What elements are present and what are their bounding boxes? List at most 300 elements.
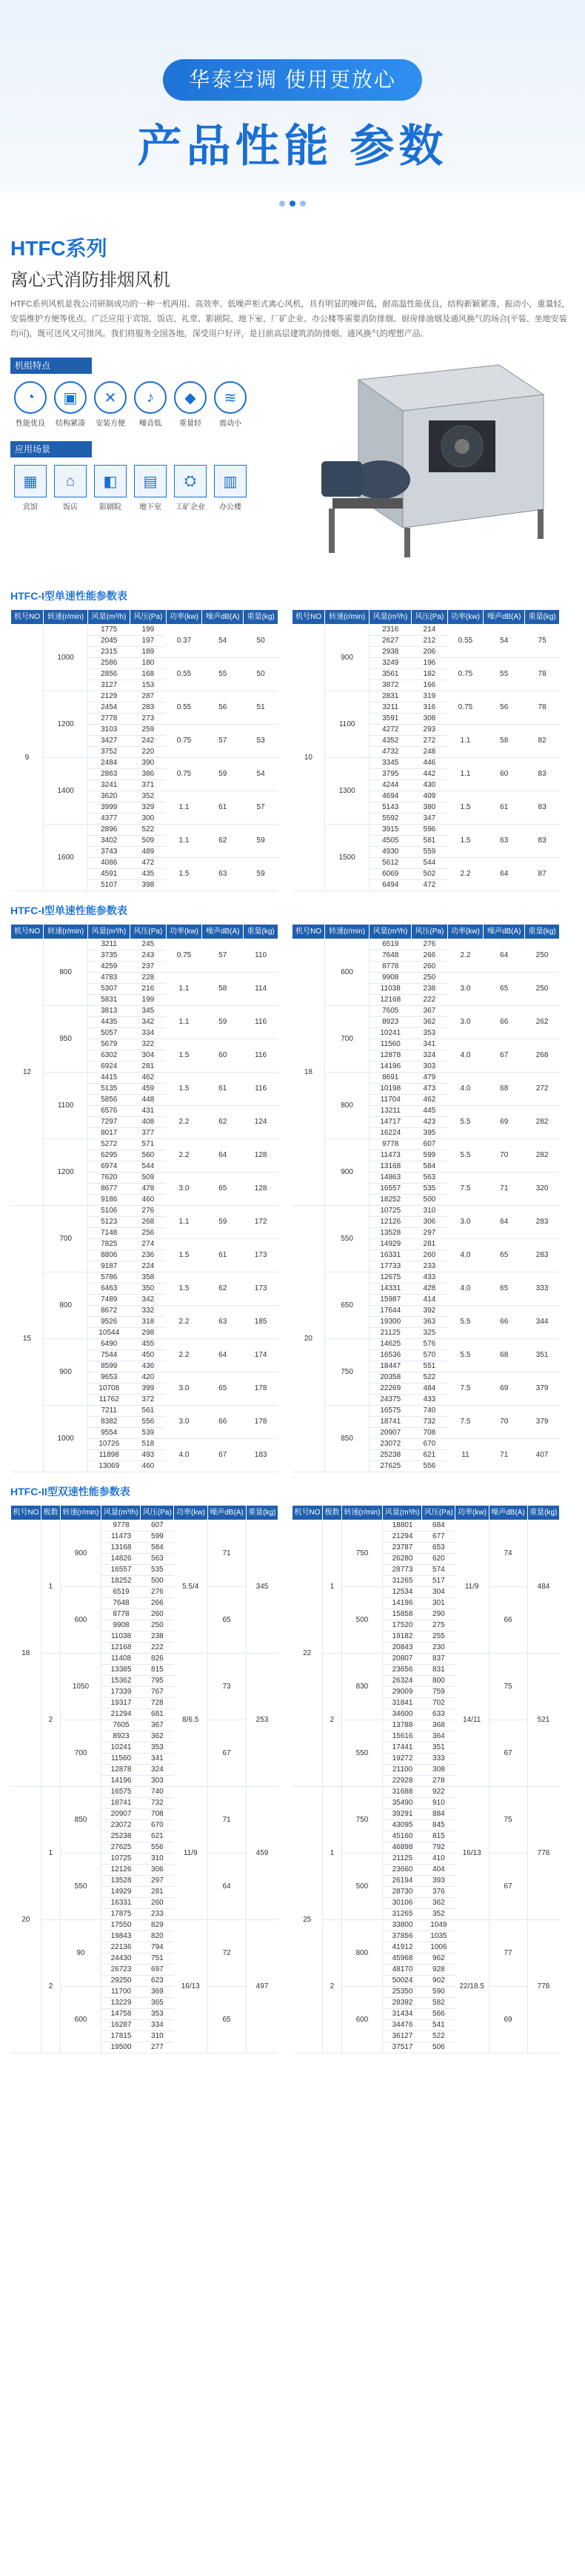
airflow-cell: 15362 xyxy=(101,1676,141,1687)
pressure-cell: 433 xyxy=(412,1272,448,1284)
airflow-cell: 17339 xyxy=(101,1687,141,1698)
airflow-cell: 12126 xyxy=(101,1865,141,1876)
pressure-cell: 563 xyxy=(412,1173,448,1184)
pressure-cell: 233 xyxy=(412,1261,448,1272)
airflow-cell: 13168 xyxy=(369,1161,411,1173)
machine-no: 10 xyxy=(292,625,325,891)
table-row xyxy=(292,1654,560,1665)
noise-cell: 65 xyxy=(207,1587,246,1654)
table-row xyxy=(292,1206,560,1217)
airflow-cell: 4435 xyxy=(87,1017,130,1028)
noise-cell: 62 xyxy=(202,825,244,858)
airflow-cell: 25238 xyxy=(101,1831,141,1842)
pressure-cell: 325 xyxy=(412,1328,448,1339)
airflow-cell: 19317 xyxy=(101,1698,141,1709)
airflow-cell: 16331 xyxy=(101,1898,141,1909)
power-cell: 1.1 xyxy=(166,973,202,1006)
speed-cell: 1600 xyxy=(44,825,88,891)
speed-cell: 550 xyxy=(341,1720,382,1787)
weight-cell: 173 xyxy=(244,1272,278,1306)
noise-cell: 69 xyxy=(484,1106,525,1139)
airflow-cell: 8017 xyxy=(87,1128,130,1139)
column-header: 转速(r/min) xyxy=(341,1506,382,1520)
weight-cell: 78 xyxy=(525,658,560,691)
airflow-cell: 13788 xyxy=(383,1720,422,1731)
gauge-icon: ◔ xyxy=(14,381,47,414)
power-cell: 0.75 xyxy=(166,758,202,791)
airflow-cell: 10544 xyxy=(87,1328,130,1339)
weight-cell: 778 xyxy=(527,1920,560,2053)
pressure-cell: 732 xyxy=(412,1417,448,1428)
airflow-cell: 16331 xyxy=(369,1250,411,1261)
pressure-cell: 607 xyxy=(141,1520,174,1532)
pressure-cell: 168 xyxy=(130,669,167,680)
pressure-cell: 697 xyxy=(141,1965,174,1976)
noise-cell: 62 xyxy=(202,1106,244,1139)
airflow-cell: 16575 xyxy=(101,1787,141,1798)
airflow-cell: 7297 xyxy=(87,1117,130,1128)
noise-cell: 66 xyxy=(484,1006,525,1039)
airflow-cell: 14717 xyxy=(369,1117,411,1128)
noise-cell: 66 xyxy=(489,1587,527,1654)
airflow-cell: 6924 xyxy=(87,1061,130,1073)
pressure-cell: 324 xyxy=(412,1050,448,1061)
weight-cell: 51 xyxy=(244,691,278,725)
airflow-cell: 37856 xyxy=(383,1931,422,1942)
column-header: 功率(kw) xyxy=(447,925,484,939)
pressure-cell: 220 xyxy=(130,747,167,758)
airflow-cell: 3211 xyxy=(369,702,411,714)
airflow-cell: 9778 xyxy=(369,1139,411,1150)
pressure-cell: 800 xyxy=(422,1676,455,1687)
feature-label: 结构紧凑 xyxy=(56,420,85,428)
airflow-cell: 3813 xyxy=(87,1006,130,1017)
noise-cell: 56 xyxy=(202,691,244,725)
airflow-cell: 26723 xyxy=(101,1965,141,1976)
performance-table xyxy=(10,609,278,891)
noise-cell: 67 xyxy=(489,1720,527,1787)
noise-cell: 54 xyxy=(484,625,525,658)
pressure-cell: 319 xyxy=(412,691,448,702)
airflow-cell: 3211 xyxy=(87,939,130,950)
airflow-cell: 46898 xyxy=(383,1842,422,1854)
table-header-row xyxy=(11,610,278,625)
pressure-cell: 884 xyxy=(422,1809,455,1820)
speed-cell: 1300 xyxy=(325,758,370,825)
pressure-cell: 266 xyxy=(412,950,448,962)
noise-cell: 60 xyxy=(484,758,525,791)
speed-cell: 900 xyxy=(60,1520,101,1587)
pressure-cell: 293 xyxy=(412,725,448,736)
pressure-cell: 1049 xyxy=(422,1920,455,1931)
column-header: 风压(Pa) xyxy=(130,610,167,625)
column-header: 重量(kg) xyxy=(525,610,560,625)
airflow-cell: 11898 xyxy=(87,1450,130,1461)
column-header: 噪声dB(A) xyxy=(202,925,244,939)
table-row xyxy=(11,1006,278,1017)
machine-no: 22 xyxy=(292,1520,323,1787)
pressure-cell: 728 xyxy=(141,1698,174,1709)
pressure-cell: 544 xyxy=(412,858,448,869)
airflow-cell: 2863 xyxy=(87,769,130,780)
column-header: 机号NO xyxy=(11,1506,41,1520)
table-header-row xyxy=(292,925,560,939)
airflow-cell: 11473 xyxy=(101,1532,141,1543)
airflow-cell: 28392 xyxy=(383,1998,422,2009)
noise-cell: 64 xyxy=(484,939,525,973)
airflow-cell: 12168 xyxy=(369,995,411,1006)
pressure-cell: 576 xyxy=(412,1339,448,1350)
column-header: 功率(kw) xyxy=(174,1506,207,1520)
pressure-cell: 433 xyxy=(412,1395,448,1406)
pressure-cell: 236 xyxy=(130,1250,167,1261)
power-cell: 11/9 xyxy=(455,1520,489,1654)
power-cell: 8/6.5 xyxy=(174,1654,207,1787)
speed-cell: 830 xyxy=(341,1654,382,1720)
speed-cell: 900 xyxy=(325,1139,370,1206)
speed-cell: 650 xyxy=(325,1272,370,1339)
pressure-cell: 815 xyxy=(422,1831,455,1842)
pressure-cell: 414 xyxy=(412,1295,448,1306)
noise-cell: 75 xyxy=(489,1654,527,1720)
pressure-cell: 708 xyxy=(412,1428,448,1439)
pressure-cell: 386 xyxy=(130,769,167,780)
airflow-cell: 7489 xyxy=(87,1295,130,1306)
airflow-cell: 3249 xyxy=(369,658,411,669)
pressure-cell: 352 xyxy=(422,1909,455,1920)
noise-cell: 70 xyxy=(484,1406,525,1439)
airflow-cell: 12534 xyxy=(383,1587,422,1598)
speed-cell: 800 xyxy=(341,1920,382,1987)
airflow-cell: 10198 xyxy=(369,1084,411,1095)
airflow-cell: 16575 xyxy=(369,1406,411,1417)
pressure-cell: 376 xyxy=(422,1887,455,1898)
noise-cell: 64 xyxy=(202,1339,244,1372)
airflow-cell: 7648 xyxy=(101,1598,141,1609)
pressure-cell: 256 xyxy=(130,1228,167,1239)
weight-cell: 344 xyxy=(525,1306,560,1339)
airflow-cell: 9778 xyxy=(101,1520,141,1532)
airflow-cell: 14331 xyxy=(369,1284,411,1295)
pressure-cell: 372 xyxy=(130,1395,167,1406)
pressure-cell: 751 xyxy=(141,1953,174,1965)
airflow-cell: 18741 xyxy=(369,1417,411,1428)
feature-label: 噪音低 xyxy=(139,420,161,428)
airflow-cell: 9187 xyxy=(87,1261,130,1272)
table1-title: HTFC-I型单速性能参数表 xyxy=(10,590,127,602)
airflow-cell: 16224 xyxy=(369,1128,411,1139)
pressure-cell: 551 xyxy=(412,1361,448,1372)
pressure-cell: 448 xyxy=(130,1095,167,1106)
carousel-dots xyxy=(0,197,585,210)
noise-cell: 77 xyxy=(489,1920,527,1987)
airflow-cell: 29009 xyxy=(383,1687,422,1698)
pressure-cell: 250 xyxy=(412,973,448,984)
noise-cell: 73 xyxy=(207,1654,246,1720)
airflow-cell: 14758 xyxy=(101,2009,141,2020)
pressure-cell: 371 xyxy=(130,780,167,791)
noise-cell: 75 xyxy=(489,1787,527,1854)
column-header: 功率(kw) xyxy=(166,610,202,625)
table-row xyxy=(11,758,278,769)
noise-cell: 61 xyxy=(484,791,525,825)
airflow-cell: 7605 xyxy=(369,1006,411,1017)
airflow-cell: 10241 xyxy=(369,1028,411,1039)
weight-cell: 253 xyxy=(246,1654,278,1787)
airflow-cell: 43095 xyxy=(383,1820,422,1831)
airflow-cell: 11704 xyxy=(369,1095,411,1106)
table-row xyxy=(11,825,278,836)
weight-cell: 57 xyxy=(244,791,278,825)
power-cell: 1.5 xyxy=(447,791,484,825)
pressure-cell: 455 xyxy=(130,1339,167,1350)
airflow-cell: 5307 xyxy=(87,984,130,995)
power-cell: 2.2 xyxy=(447,939,484,973)
airflow-cell: 36127 xyxy=(383,2031,422,2042)
weight-cell: 174 xyxy=(244,1339,278,1372)
airflow-cell: 19272 xyxy=(383,1754,422,1765)
column-header: 机号NO xyxy=(292,610,325,625)
noise-cell: 71 xyxy=(484,1439,525,1472)
column-header: 风压(Pa) xyxy=(130,925,167,939)
tools-icon: ✕ xyxy=(94,381,127,414)
power-cell: 1.5 xyxy=(166,1073,202,1106)
pressure-cell: 322 xyxy=(130,1039,167,1050)
pressure-cell: 238 xyxy=(412,984,448,995)
speed-cell: 500 xyxy=(341,1587,382,1654)
power-cell: 1.1 xyxy=(447,758,484,791)
pressure-cell: 795 xyxy=(141,1676,174,1687)
pressure-cell: 268 xyxy=(130,1217,167,1228)
airflow-cell: 29250 xyxy=(101,1976,141,1987)
airflow-cell: 8677 xyxy=(87,1184,130,1195)
airflow-cell: 12126 xyxy=(369,1217,411,1228)
power-cell: 2.2 xyxy=(166,1306,202,1339)
weight-cell: 54 xyxy=(244,758,278,791)
power-cell: 2.2 xyxy=(166,1339,202,1372)
sound-icon: ♪ xyxy=(134,381,167,414)
airflow-cell: 6519 xyxy=(369,939,411,950)
table-row xyxy=(11,1520,278,1532)
pressure-cell: 189 xyxy=(130,647,167,658)
airflow-cell: 30106 xyxy=(383,1898,422,1909)
weight-cell: 407 xyxy=(525,1439,560,1472)
column-header: 风量(m³/h) xyxy=(369,925,411,939)
column-header: 重量(kg) xyxy=(244,610,278,625)
airflow-cell: 1775 xyxy=(87,625,130,636)
airflow-cell: 2484 xyxy=(87,758,130,769)
pressure-cell: 408 xyxy=(130,1117,167,1128)
airflow-cell: 4930 xyxy=(369,847,411,858)
power-cell: 2.2 xyxy=(166,1106,202,1139)
column-header: 转速(r/min) xyxy=(60,1506,101,1520)
airflow-cell: 12675 xyxy=(369,1272,411,1284)
series-title: HTFC系列 xyxy=(10,237,107,260)
noise-cell: 61 xyxy=(202,1073,244,1106)
speed-cell: 800 xyxy=(44,1272,88,1339)
airflow-cell: 12878 xyxy=(369,1050,411,1061)
noise-cell: 68 xyxy=(484,1073,525,1106)
pressure-cell: 584 xyxy=(141,1543,174,1554)
airflow-cell: 7544 xyxy=(87,1350,130,1361)
dot-icon[interactable] xyxy=(290,201,295,207)
table2-title: HTFC-I型单速性能参数表 xyxy=(10,905,127,916)
table3-title: HTFC-II型双速性能参数表 xyxy=(10,1486,130,1497)
power-cell: 3.0 xyxy=(447,973,484,1006)
airflow-cell: 3743 xyxy=(87,847,130,858)
pressure-cell: 472 xyxy=(130,858,167,869)
column-header: 风量(m³/h) xyxy=(369,610,411,625)
power-cell: 0.75 xyxy=(166,725,202,758)
airflow-cell: 10725 xyxy=(101,1854,141,1865)
pressure-cell: 260 xyxy=(141,1609,174,1620)
airflow-cell: 10241 xyxy=(101,1743,141,1754)
table-row xyxy=(292,625,560,636)
noise-cell: 64 xyxy=(484,858,525,891)
scene-label: 办公楼 xyxy=(219,503,241,511)
pressure-cell: 556 xyxy=(130,1417,167,1428)
airflow-cell: 22269 xyxy=(369,1383,411,1395)
pressure-cell: 436 xyxy=(130,1361,167,1372)
column-header: 机号NO xyxy=(292,925,325,939)
scene-item xyxy=(170,465,210,511)
column-header: 转速(r/min) xyxy=(325,610,370,625)
pressure-cell: 398 xyxy=(130,880,167,891)
column-header: 极数 xyxy=(41,1506,61,1520)
pressure-cell: 462 xyxy=(412,1095,448,1106)
pressure-cell: 180 xyxy=(130,658,167,669)
airflow-cell: 5592 xyxy=(369,814,411,825)
power-cell: 11/9 xyxy=(174,1787,207,1920)
airflow-cell: 3999 xyxy=(87,802,130,814)
dot-icon[interactable] xyxy=(300,201,306,207)
airflow-cell: 7148 xyxy=(87,1228,130,1239)
pressure-cell: 831 xyxy=(422,1665,455,1676)
table-row xyxy=(292,939,560,950)
pressure-cell: 228 xyxy=(130,973,167,984)
table-row xyxy=(11,1654,278,1665)
airflow-cell: 34476 xyxy=(383,2020,422,2031)
airflow-cell: 13069 xyxy=(87,1461,130,1472)
power-cell: 0.37 xyxy=(166,625,202,658)
column-header: 转速(r/min) xyxy=(44,610,88,625)
noise-cell: 63 xyxy=(202,1306,244,1339)
table-row xyxy=(292,1339,560,1350)
machine-no: 9 xyxy=(11,625,44,891)
airflow-cell: 39291 xyxy=(383,1809,422,1820)
airflow-cell: 22136 xyxy=(101,1942,141,1953)
airflow-cell: 31434 xyxy=(383,2009,422,2020)
airflow-cell: 15858 xyxy=(383,1609,422,1620)
pressure-cell: 334 xyxy=(130,1028,167,1039)
pressure-cell: 502 xyxy=(412,869,448,880)
airflow-cell: 48170 xyxy=(383,1965,422,1976)
weight-cell: 83 xyxy=(525,758,560,791)
airflow-cell: 11473 xyxy=(369,1150,411,1161)
dot-icon[interactable] xyxy=(279,201,285,207)
pole-cell: 1 xyxy=(323,1787,342,1920)
feature-label: 震动小 xyxy=(219,420,241,428)
noise-cell: 70 xyxy=(484,1139,525,1173)
pressure-cell: 435 xyxy=(130,869,167,880)
table-row xyxy=(11,1787,278,1798)
airflow-cell: 4352 xyxy=(369,736,411,747)
pressure-cell: 623 xyxy=(141,1976,174,1987)
pressure-cell: 522 xyxy=(422,2031,455,2042)
pressure-cell: 365 xyxy=(141,1998,174,2009)
features-icons xyxy=(10,381,277,434)
pressure-cell: 358 xyxy=(130,1272,167,1284)
airflow-cell: 21125 xyxy=(383,1854,422,1865)
column-header: 重量(kg) xyxy=(244,925,278,939)
column-header: 风压(Pa) xyxy=(412,925,448,939)
noise-cell: 66 xyxy=(484,1306,525,1339)
airflow-cell: 8672 xyxy=(87,1306,130,1317)
column-header: 噪声dB(A) xyxy=(484,925,525,939)
weight-cell: 110 xyxy=(244,939,278,973)
column-header: 重量(kg) xyxy=(527,1506,560,1520)
speed-cell: 550 xyxy=(325,1206,370,1272)
column-header: 重量(kg) xyxy=(525,925,560,939)
column-header: 噪声dB(A) xyxy=(207,1506,246,1520)
airflow-cell: 5786 xyxy=(87,1272,130,1284)
scene-item xyxy=(10,465,50,511)
pressure-cell: 153 xyxy=(130,680,167,691)
airflow-cell: 28730 xyxy=(383,1887,422,1898)
pressure-cell: 450 xyxy=(130,1350,167,1361)
column-header: 风量(m³/h) xyxy=(101,1506,141,1520)
noise-cell: 59 xyxy=(202,1006,244,1039)
scene-label: 宾馆 xyxy=(23,503,38,511)
pressure-cell: 350 xyxy=(130,1284,167,1295)
airflow-cell: 24430 xyxy=(101,1953,141,1965)
pressure-cell: 607 xyxy=(412,1139,448,1150)
pressure-cell: 316 xyxy=(412,702,448,714)
pressure-cell: 708 xyxy=(141,1809,174,1820)
weight-cell: 272 xyxy=(525,1073,560,1106)
machine-no: 20 xyxy=(11,1787,41,2053)
airflow-cell: 14625 xyxy=(369,1339,411,1350)
noise-cell: 65 xyxy=(484,1239,525,1272)
airflow-cell: 9554 xyxy=(87,1428,130,1439)
weight-cell: 116 xyxy=(244,1006,278,1039)
pressure-cell: 392 xyxy=(412,1306,448,1317)
noise-cell: 64 xyxy=(202,1139,244,1173)
weight-cell: 128 xyxy=(244,1173,278,1206)
airflow-cell: 6069 xyxy=(369,869,411,880)
table-row xyxy=(11,1406,278,1417)
pressure-cell: 621 xyxy=(141,1831,174,1842)
pressure-cell: 459 xyxy=(130,1084,167,1095)
airflow-cell: 20907 xyxy=(101,1809,141,1820)
airflow-cell: 3127 xyxy=(87,680,130,691)
weight-cell: 268 xyxy=(525,1039,560,1073)
features-title: 机组特点 xyxy=(10,358,92,374)
scene-item xyxy=(90,465,130,511)
pressure-cell: 420 xyxy=(130,1372,167,1383)
pressure-cell: 556 xyxy=(141,1842,174,1854)
pole-cell: 1 xyxy=(41,1787,61,1920)
pressure-cell: 740 xyxy=(412,1406,448,1417)
pressure-cell: 266 xyxy=(141,1598,174,1609)
table-row xyxy=(292,1073,560,1084)
airflow-cell: 8691 xyxy=(369,1073,411,1084)
airflow-cell: 21294 xyxy=(383,1532,422,1543)
weight-cell: 250 xyxy=(525,973,560,1006)
pressure-cell: 509 xyxy=(130,836,167,847)
airflow-cell: 17441 xyxy=(383,1743,422,1754)
pressure-cell: 653 xyxy=(422,1543,455,1554)
